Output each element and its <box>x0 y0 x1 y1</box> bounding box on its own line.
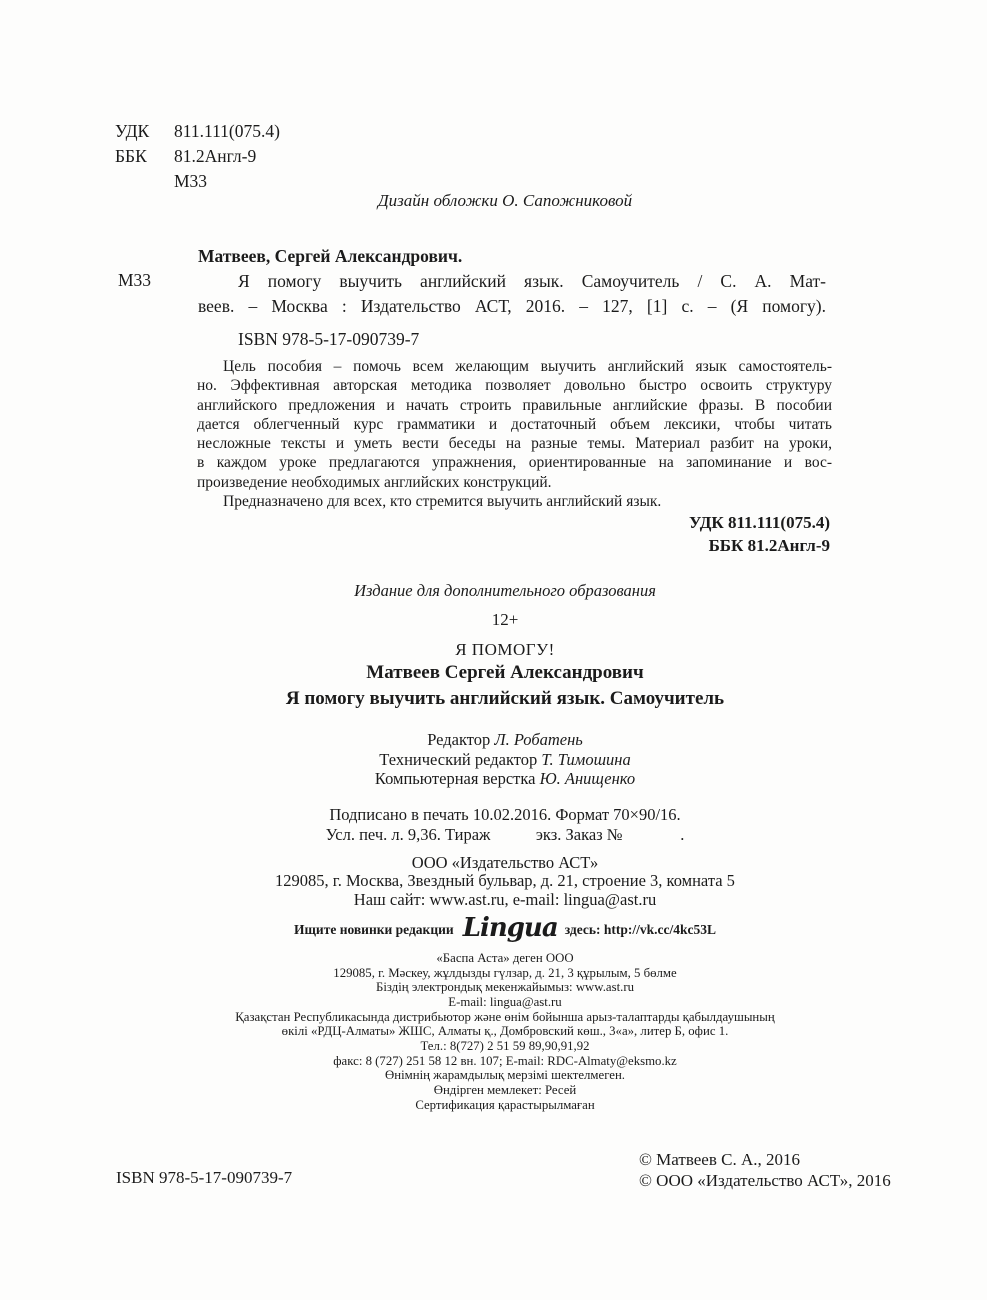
publisher-kz-line: Сертификация қарастырылмаған <box>415 1097 595 1112</box>
publisher-kz-line: факс: 8 (727) 251 58 12 вн. 107; E-mail: RDC-Almaty@eksmo.kz <box>333 1053 677 1068</box>
staff-credits <box>115 730 895 789</box>
age-rating: 12+ <box>491 610 519 629</box>
bib-margin-code: М33 <box>118 270 152 290</box>
annotation-line: английского предложения и начать строить правильные английские фразы. В пособии <box>197 396 832 414</box>
copyright-block <box>639 1150 891 1192</box>
publisher-kz-line: «Баспа Аста» деген ООО <box>436 951 574 965</box>
tech-editor-line <box>115 750 895 770</box>
edition-author: Матвеев Сергей Александрович <box>366 662 644 683</box>
annotation-audience: Предназначено для всех, кто стремится выучить английский язык. <box>223 493 662 511</box>
annotation-line: Цель пособия – помочь всем желающим выучить английский язык самостоятель- <box>223 358 832 375</box>
publisher-kz-line: Тел.: 8(727) 2 51 59 89,90,91,92 <box>420 1038 590 1053</box>
publisher-ru-contacts: Наш сайт: www.ast.ru, e-mail: lingua@ast.ru <box>353 889 657 909</box>
publisher-ru-address: 129085, г. Москва, Звездный бульвар, д. 21, строение 3, комната 5 <box>275 871 735 891</box>
udk-label: УДК <box>115 121 150 141</box>
publisher-kz-line: Өндірген мемлекет: Ресей <box>433 1082 577 1097</box>
publisher-kz-line: E-mail: lingua@ast.ru <box>448 994 562 1009</box>
udk-value: 811.111(075.4) <box>174 121 280 141</box>
annotation <box>197 357 832 511</box>
layout-role: Компьютерная верстка <box>374 769 536 789</box>
copyright-author: © Матвеев С. А., 2016 <box>639 1150 800 1169</box>
lingua-promo-prefix: Ищите новинки редакции <box>294 922 454 937</box>
codes-right-block <box>115 511 830 557</box>
publisher-kz-line: 129085, г. Мәскеу, жұлдызды гүлзар, д. 21, 3 құрылым, 5 бөлме <box>333 965 677 980</box>
tech-editor-role: Технический редактор <box>379 749 538 769</box>
isbn-top: ISBN 978-5-17-090739-7 <box>238 329 420 349</box>
publisher-kz-line: Біздің электрондық мекенжайымыз: www.ast.ru <box>376 980 634 995</box>
annotation-line: произведение необходимых английских конструкций. <box>197 473 552 491</box>
bib-author: Матвеев, Сергей Александрович. <box>198 246 463 266</box>
publisher-kz-line: Өнімнің жарамдылық мерзімі шектелмеген. <box>384 1068 626 1083</box>
publisher-ru-name: ООО «Издательство АСТ» <box>411 853 599 872</box>
edition-title: Я помогу выучить английский язык. Самоучитель <box>285 688 725 709</box>
lingua-promo-suffix: здесь: http://vk.cc/4kc53L <box>564 922 716 937</box>
publisher-kz <box>115 951 895 1112</box>
annotation-line: дается облегченный курс грамматики и достаточный объем лексики, чтобы читать <box>197 415 832 433</box>
annotation-line: несложные тексты и уметь вести беседы на разные темы. Материал разбит на уроки, <box>197 435 832 453</box>
publisher-ru <box>115 854 895 909</box>
udk-right: УДК 811.111(075.4) <box>688 513 830 532</box>
classification-codes <box>115 119 280 194</box>
lingua-logo: Lingua <box>462 913 558 943</box>
annotation-line: в каждом уроке предлагаются упражнения, ориентированные на запоминание и вос- <box>197 454 832 472</box>
isbn-footer: ISBN 978-5-17-090739-7 <box>116 1168 293 1187</box>
lingua-promo <box>115 913 895 947</box>
cover-design-credit: Дизайн обложки О. Сапожниковой <box>377 191 633 210</box>
copyright-publisher: © ООО «Издательство АСТ», 2016 <box>639 1170 891 1190</box>
bibliographic-entry <box>198 244 826 319</box>
bib-description-line2: веев. – Москва : Издательство АСТ, 2016. – 127, [1] с. – (Я помогу). <box>198 296 826 316</box>
tech-editor-name: Т. Тимошина <box>541 749 631 769</box>
bbk-right: ББК 81.2Англ-9 <box>708 536 830 555</box>
udk-row <box>115 119 280 144</box>
bbk-row <box>115 144 280 169</box>
bbk-label: ББК <box>115 146 147 166</box>
annotation-line: но. Эффективная авторская методика позволяет довольно быстро освоить структуру <box>197 377 832 395</box>
layout-line <box>115 769 895 789</box>
layout-name: Ю. Анищенко <box>539 769 636 789</box>
series-title: Я ПОМОГУ! <box>455 640 555 659</box>
bib-description-line1: Я помогу выучить английский язык. Самоучитель / С. А. Мат- <box>238 271 826 291</box>
publisher-kz-line: өкілі «РДЦ-Алматы» ЖШС, Алматы қ., Домбровский көш., 3«а», литер Б, офис 1. <box>281 1024 729 1039</box>
editor-line <box>115 730 895 750</box>
print-info <box>115 805 895 844</box>
publisher-kz-line: Қазақстан Республикасында дистрибьютор және өнім бойынша арыз-талаптарды қабылдаушының <box>235 1009 775 1024</box>
edition-category: Издание для дополнительного образования <box>354 581 656 600</box>
print-run-order: Усл. печ. л. 9,36. Тираж экз. Заказ № . <box>325 824 685 844</box>
bbk-value: 81.2Англ-9 <box>174 146 257 166</box>
author-code: М33 <box>174 171 208 191</box>
print-date-format: Подписано в печать 10.02.2016. Формат 70×90/16. <box>329 805 681 824</box>
editor-role: Редактор <box>427 730 491 749</box>
editor-name: Л. Робатень <box>494 730 583 749</box>
